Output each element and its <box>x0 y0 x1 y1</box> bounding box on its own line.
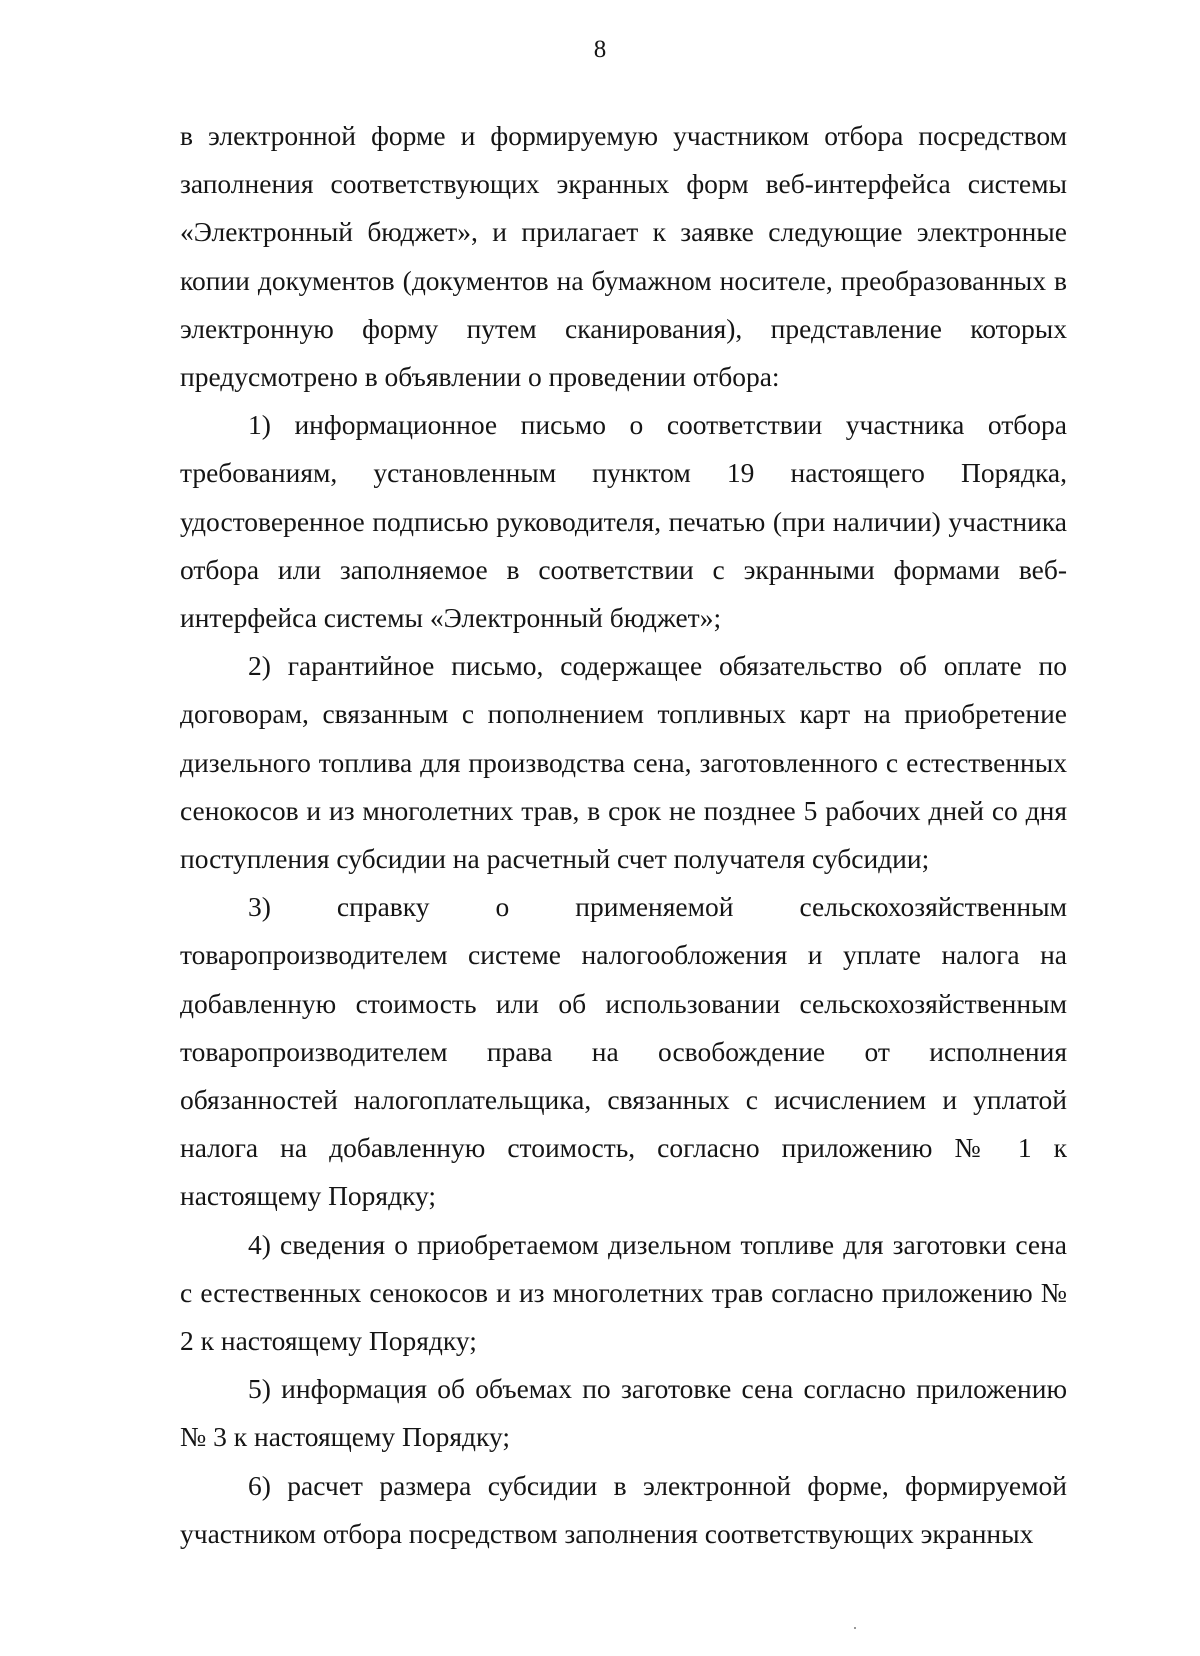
list-item-1: 1) информационное письмо о соответствии участника отбора требованиям, установленным пунктом 19 настоящего Порядка, удостоверенное подписью руководителя, печатью (при наличии) участника отбора или заполняемое в соответствии с экранными формами веб-интерфейса системы «Электронный бюджет»; <box>180 409 1067 634</box>
page-number: 8 <box>593 36 607 63</box>
document-body <box>180 112 1067 1558</box>
scan-artifact-dot <box>854 1627 856 1629</box>
list-item-2: 2) гарантийное письмо, содержащее обязательство об оплате по договорам, связанным с пополнением топливных карт на приобретение дизельного топлива для производства сена, заготовленного с естественных сенокосов и из многолетних трав, в срок не позднее 5 рабочих дней со дня поступления субсидии на расчетный счет получателя субсидии; <box>180 650 1067 875</box>
list-item-6: 6) расчет размера субсидии в электронной форме, формируемой участником отбора посредством заполнения соответствующих экранных <box>180 1469 1067 1549</box>
paragraph-intro: в электронной форме и формируемую участником отбора посредством заполнения соответствующих экранных форм веб-интерфейса системы «Электронный бюджет», и прилагает к заявке следующие электронные копии документов (документов на бумажном носителе, преобразованных в электронную форму путем сканирования), представление которых предусмотрено в объявлении о проведении отбора: <box>180 120 1067 393</box>
list-item-3: 3) справку о применяемой сельскохозяйственным товаропроизводителем системе налогообложения и уплате налога на добавленную стоимость или об использовании сельскохозяйственным товаропроизводителем права на освобождение от исполнения обязанностей налогоплательщика, связанных с исчислением и уплатой налога на добавленную стоимость, согласно приложению № 1 к настоящему Порядку; <box>180 891 1067 1212</box>
list-item-4: 4) сведения о приобретаемом дизельном топливе для заготовки сена с естественных сенокосов и из многолетних трав согласно приложению № 2 к настоящему Порядку; <box>180 1228 1067 1357</box>
list-item-5: 5) информация об объемах по заготовке сена согласно приложению № 3 к настоящему Порядку; <box>180 1373 1067 1453</box>
